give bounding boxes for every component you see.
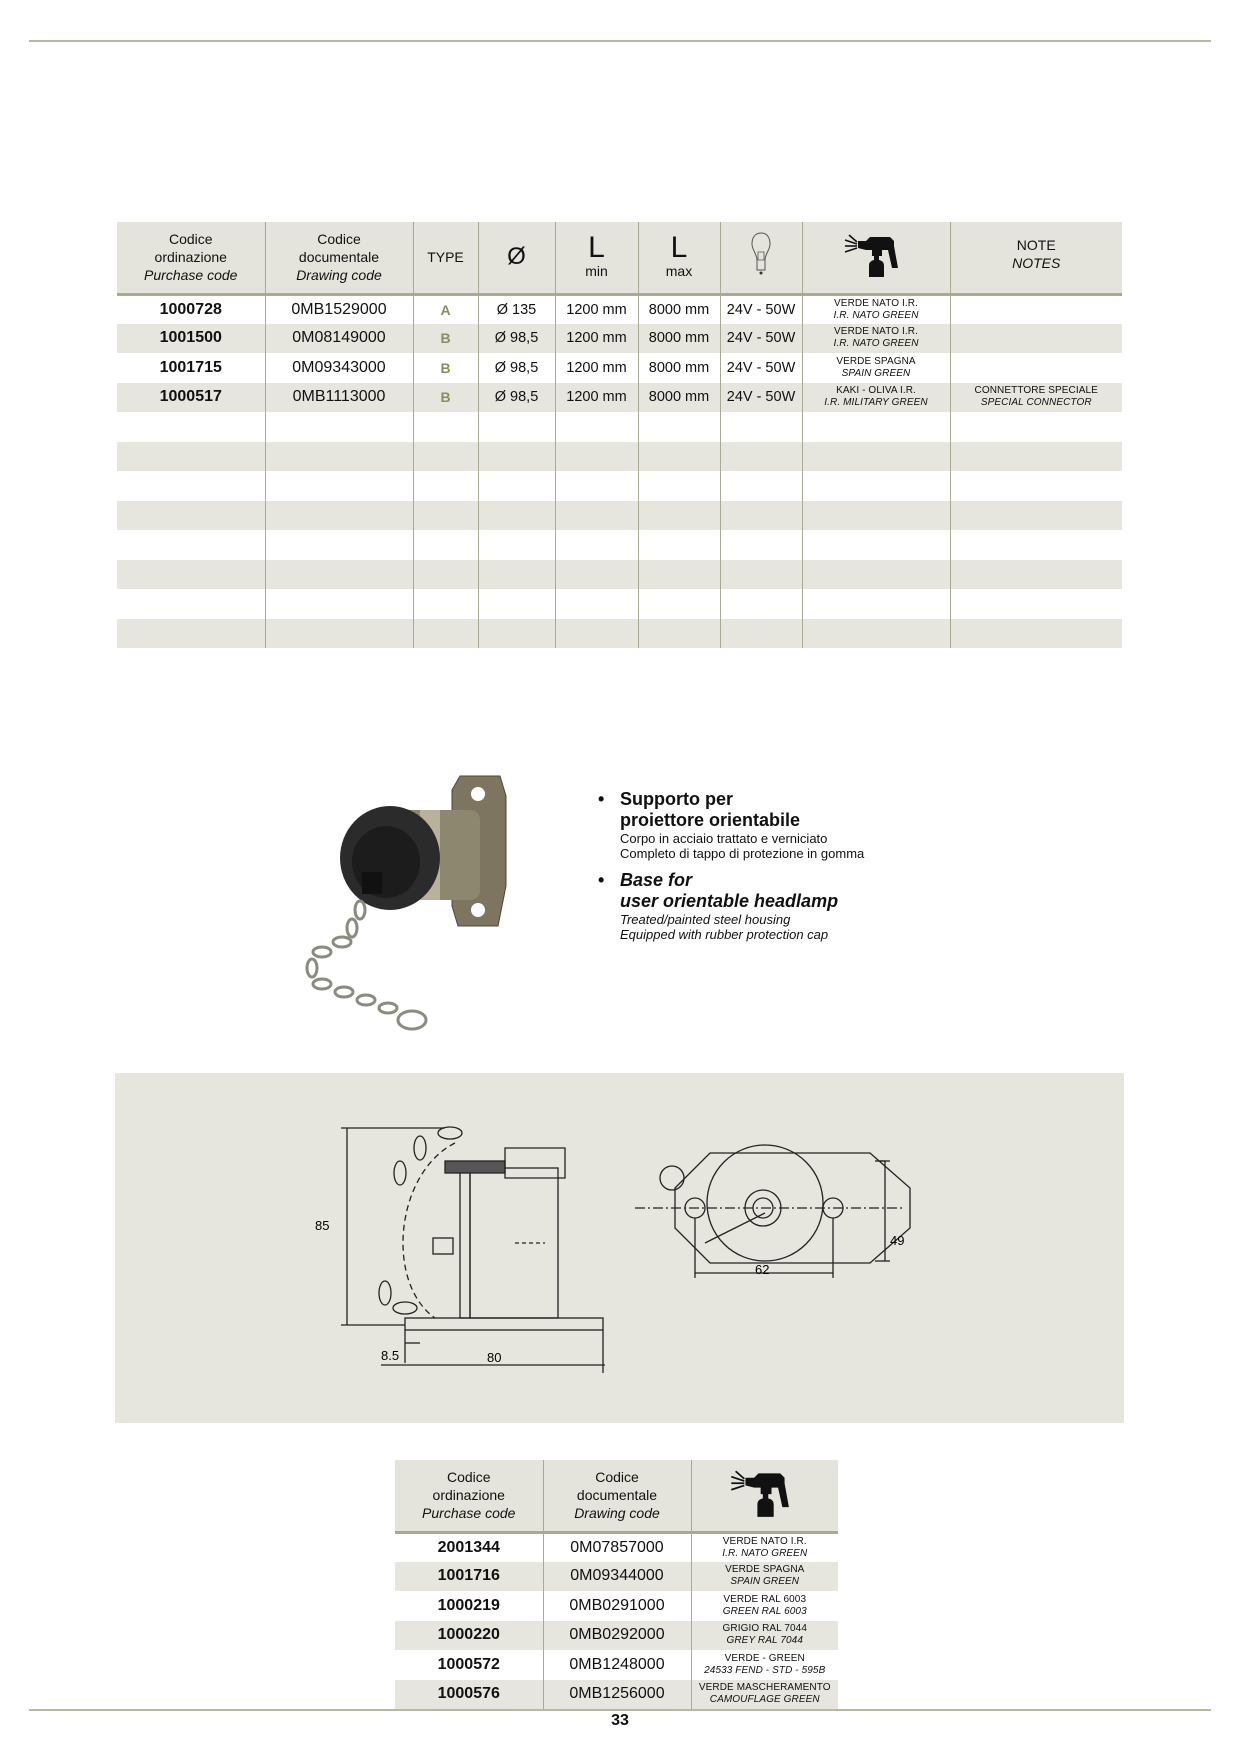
- dim-height: 85: [315, 1218, 330, 1233]
- empty-cell: [950, 560, 1122, 590]
- empty-cell: [413, 530, 478, 560]
- purchase-code: 1001716: [395, 1562, 543, 1592]
- empty-cell: [478, 560, 555, 590]
- drawing-code: 0MB1248000: [543, 1650, 691, 1680]
- empty-cell: [802, 589, 950, 619]
- length-max: 8000 mm: [638, 294, 720, 324]
- table-row: [117, 324, 1122, 354]
- paint-color-it: VERDE SPAGNA: [836, 355, 916, 367]
- empty-table-row: [117, 560, 1122, 590]
- desc-it-line2: Completo di tappo di protezione in gomma: [620, 846, 865, 861]
- table-row: [117, 294, 1122, 324]
- empty-cell: [413, 560, 478, 590]
- empty-cell: [478, 442, 555, 472]
- empty-cell: [413, 471, 478, 501]
- paint-color-en: GREEN RAL 6003: [722, 1605, 807, 1617]
- empty-cell: [478, 530, 555, 560]
- empty-cell: [555, 501, 638, 531]
- purchase-code: 1001715: [159, 358, 222, 376]
- header-drawing-code: Codice documentale Drawing code: [265, 222, 413, 294]
- empty-cell: [117, 412, 265, 442]
- paint-color-it: KAKI - OLIVA I.R.: [836, 385, 916, 397]
- empty-cell: [555, 530, 638, 560]
- type-letter: B: [413, 353, 478, 383]
- dim-width: 80: [487, 1350, 502, 1365]
- table-row: [395, 1650, 838, 1680]
- type-letter: A: [413, 294, 478, 324]
- note: [950, 383, 1122, 413]
- empty-cell: [950, 471, 1122, 501]
- empty-cell: [413, 442, 478, 472]
- empty-table-row: [117, 589, 1122, 619]
- title-it-line1: Supporto per: [620, 789, 733, 809]
- top-rule: [29, 40, 1211, 42]
- paint-color: [802, 383, 950, 413]
- bulb-icon: [750, 231, 772, 279]
- purchase-code: 1000576: [395, 1680, 543, 1710]
- empty-cell: [638, 619, 720, 649]
- header-paint: [802, 222, 950, 294]
- drawing-code: 0MB0292000: [543, 1621, 691, 1651]
- empty-cell: [265, 471, 413, 501]
- dim-small: 8.5: [381, 1348, 400, 1363]
- empty-cell: [638, 471, 720, 501]
- description-english: [598, 870, 1000, 942]
- note: [950, 353, 1122, 383]
- desc-en-line1: Treated/painted steel housing: [620, 912, 791, 927]
- paint-color-en: I.R. NATO GREEN: [833, 338, 919, 350]
- paint-color-en: I.R. MILITARY GREEN: [824, 397, 928, 409]
- empty-cell: [555, 619, 638, 649]
- empty-cell: [117, 442, 265, 472]
- empty-cell: [638, 530, 720, 560]
- paint-color: [691, 1591, 838, 1621]
- paint-color: [802, 353, 950, 383]
- empty-cell: [638, 442, 720, 472]
- spray-gun-icon: [843, 232, 909, 278]
- table-row: [117, 383, 1122, 413]
- paint-color-it: VERDE NATO I.R.: [834, 297, 918, 309]
- length-max: 8000 mm: [638, 324, 720, 354]
- empty-cell: [555, 589, 638, 619]
- type-letter: B: [413, 324, 478, 354]
- drawing-code: 0M09343000: [265, 353, 413, 383]
- table-row: [395, 1591, 838, 1621]
- bulb-spec: 24V - 50W: [720, 294, 802, 324]
- diameter: Ø 98,5: [478, 383, 555, 413]
- table-row: [395, 1621, 838, 1651]
- length-min: 1200 mm: [555, 353, 638, 383]
- paint-color: [691, 1621, 838, 1651]
- header-purchase-code: Codice ordinazione Purchase code: [395, 1460, 543, 1532]
- length-max: 8000 mm: [638, 353, 720, 383]
- empty-cell: [802, 471, 950, 501]
- purchase-code: 1001500: [117, 324, 265, 354]
- empty-cell: [950, 501, 1122, 531]
- header-diameter: Ø: [478, 222, 555, 294]
- length-min: 1200 mm: [555, 294, 638, 324]
- empty-cell: [478, 619, 555, 649]
- dim-holes: 62: [755, 1262, 770, 1277]
- paint-color-it: VERDE NATO I.R.: [722, 1535, 807, 1547]
- empty-cell: [720, 530, 802, 560]
- diameter: Ø 98,5: [478, 353, 555, 383]
- paint-color-en: GREY RAL 7044: [726, 1635, 804, 1647]
- empty-cell: [478, 412, 555, 442]
- diameter: Ø 98,5: [478, 324, 555, 354]
- page-number: 33: [611, 1712, 629, 1729]
- table-row: [395, 1532, 838, 1562]
- paint-color: [802, 324, 950, 354]
- empty-cell: [117, 530, 265, 560]
- empty-cell: [555, 412, 638, 442]
- spray-gun-icon: [729, 1468, 801, 1518]
- empty-table-row: [117, 530, 1122, 560]
- note-it: CONNETTORE SPECIALE: [974, 385, 1098, 397]
- empty-cell: [720, 619, 802, 649]
- empty-cell: [802, 530, 950, 560]
- paint-color-it: VERDE MASCHERAMENTO: [698, 1682, 831, 1694]
- purchase-code: 2001344: [437, 1538, 500, 1556]
- bulb-spec: 24V - 50W: [720, 383, 802, 413]
- note: [950, 294, 1122, 324]
- empty-table-row: [117, 619, 1122, 649]
- paint-color: [691, 1532, 838, 1562]
- empty-cell: [950, 589, 1122, 619]
- empty-cell: [265, 442, 413, 472]
- empty-cell: [555, 560, 638, 590]
- color-variant-table: [395, 1460, 838, 1709]
- empty-cell: [720, 471, 802, 501]
- empty-cell: [117, 619, 265, 649]
- header-bulb: [720, 222, 802, 294]
- empty-cell: [478, 471, 555, 501]
- empty-table-row: [117, 412, 1122, 442]
- empty-cell: [802, 442, 950, 472]
- empty-table-row: [117, 471, 1122, 501]
- empty-cell: [413, 619, 478, 649]
- empty-cell: [638, 412, 720, 442]
- empty-cell: [950, 530, 1122, 560]
- drawing-code: 0M08149000: [265, 324, 413, 354]
- paint-color-en: SPAIN GREEN: [730, 1576, 800, 1588]
- empty-cell: [265, 501, 413, 531]
- description-italian: [598, 789, 1000, 861]
- product-photo: [300, 770, 570, 1050]
- drawing-code: 0MB1256000: [543, 1680, 691, 1710]
- empty-cell: [638, 560, 720, 590]
- drawing-code: 0M07857000: [543, 1532, 691, 1562]
- header-notes: NOTE NOTES: [950, 222, 1122, 294]
- empty-cell: [117, 589, 265, 619]
- paint-color-it: VERDE RAL 6003: [723, 1593, 807, 1605]
- paint-color-en: 24533 FEND - STD - 595B: [704, 1664, 826, 1676]
- table-row: [117, 353, 1122, 383]
- header-purchase-code: Codice ordinazione Purchase code: [117, 222, 265, 294]
- purchase-code: 1000728: [159, 300, 222, 318]
- desc-it-line1: Corpo in acciaio trattato e verniciato: [620, 831, 828, 846]
- bulb-spec: 24V - 50W: [720, 353, 802, 383]
- purchase-code: 1000219: [437, 1596, 500, 1614]
- drawing-code: 0MB1113000: [265, 383, 413, 413]
- diameter: Ø 135: [478, 294, 555, 324]
- empty-cell: [265, 560, 413, 590]
- dim-vertical: 49: [890, 1233, 905, 1248]
- length-min: 1200 mm: [555, 383, 638, 413]
- empty-cell: [950, 619, 1122, 649]
- paint-color-it: VERDE - GREEN: [724, 1652, 805, 1664]
- paint-color-it: VERDE NATO I.R.: [834, 326, 918, 338]
- title-it-line2: proiettore orientabile: [620, 810, 801, 830]
- table-header-row: [395, 1460, 838, 1532]
- paint-color-en: CAMOUFLAGE GREEN: [709, 1694, 820, 1706]
- drawing-code: 0MB0291000: [543, 1591, 691, 1621]
- paint-color-it: GRIGIO RAL 7044: [722, 1623, 807, 1635]
- empty-cell: [638, 589, 720, 619]
- purchase-code: 1000517: [117, 383, 265, 413]
- empty-cell: [413, 501, 478, 531]
- empty-cell: [638, 501, 720, 531]
- header-drawing-code: Codice documentale Drawing code: [543, 1460, 691, 1532]
- empty-cell: [720, 501, 802, 531]
- bullet: •: [598, 789, 605, 809]
- table-row: [395, 1680, 838, 1710]
- header-length-min: L min: [555, 222, 638, 294]
- desc-en-line2: Equipped with rubber protection cap: [620, 927, 829, 942]
- title-en-line1: Base for: [620, 870, 693, 890]
- empty-cell: [720, 589, 802, 619]
- empty-cell: [478, 589, 555, 619]
- empty-cell: [117, 501, 265, 531]
- empty-cell: [413, 412, 478, 442]
- note: [950, 324, 1122, 354]
- empty-cell: [950, 442, 1122, 472]
- drawing-code: 0MB1529000: [265, 294, 413, 324]
- type-letter: B: [413, 383, 478, 413]
- empty-cell: [802, 619, 950, 649]
- title-en-line2: user orientable headlamp: [620, 891, 839, 911]
- length-min: 1200 mm: [555, 324, 638, 354]
- paint-color: [691, 1680, 838, 1710]
- purchase-code: 1000572: [437, 1655, 500, 1673]
- empty-table-row: [117, 442, 1122, 472]
- technical-drawing: [115, 1073, 1124, 1423]
- table-row: [395, 1562, 838, 1592]
- empty-cell: [720, 412, 802, 442]
- note-en: SPECIAL CONNECTOR: [980, 397, 1092, 409]
- empty-cell: [950, 412, 1122, 442]
- paint-color-en: I.R. NATO GREEN: [833, 309, 919, 321]
- paint-color-en: SPAIN GREEN: [841, 367, 911, 379]
- empty-cell: [720, 442, 802, 472]
- empty-cell: [802, 560, 950, 590]
- empty-table-row: [117, 501, 1122, 531]
- empty-cell: [413, 589, 478, 619]
- header-type: TYPE: [413, 222, 478, 294]
- bullet: •: [598, 870, 605, 890]
- empty-cell: [478, 501, 555, 531]
- empty-cell: [555, 471, 638, 501]
- table-header-row: [117, 222, 1122, 294]
- empty-cell: [802, 501, 950, 531]
- length-max: 8000 mm: [638, 383, 720, 413]
- empty-cell: [265, 412, 413, 442]
- main-product-table: [117, 222, 1122, 648]
- empty-cell: [117, 560, 265, 590]
- paint-color-it: VERDE SPAGNA: [725, 1564, 805, 1576]
- bulb-spec: 24V - 50W: [720, 324, 802, 354]
- bottom-rule: [29, 1709, 1211, 1711]
- empty-cell: [265, 530, 413, 560]
- technical-drawing-panel: [115, 1073, 1124, 1423]
- paint-color: [802, 294, 950, 324]
- empty-cell: [720, 560, 802, 590]
- drawing-code: 0M09344000: [543, 1562, 691, 1592]
- empty-cell: [117, 471, 265, 501]
- header-paint: [691, 1460, 838, 1532]
- header-length-max: L max: [638, 222, 720, 294]
- purchase-code: 1000220: [395, 1621, 543, 1651]
- paint-color-en: I.R. NATO GREEN: [722, 1547, 808, 1559]
- paint-color: [691, 1562, 838, 1592]
- empty-cell: [555, 442, 638, 472]
- paint-color: [691, 1650, 838, 1680]
- empty-cell: [265, 619, 413, 649]
- empty-cell: [265, 589, 413, 619]
- empty-cell: [802, 412, 950, 442]
